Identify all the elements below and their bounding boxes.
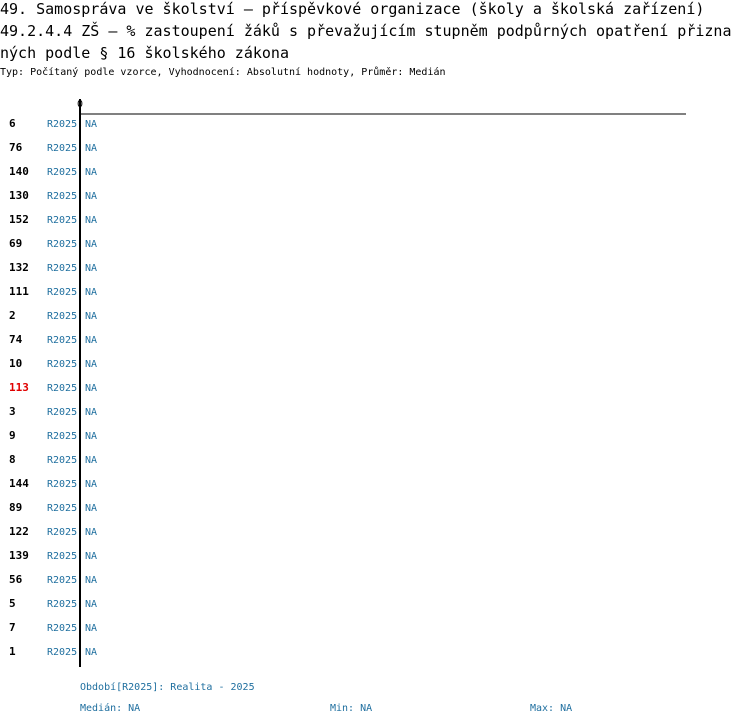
period-code-label: R2025	[47, 119, 78, 130]
period-code-label: R2025	[47, 407, 78, 418]
value-label: NA	[85, 287, 98, 298]
value-label: NA	[85, 647, 98, 658]
category-label: 74	[9, 333, 23, 346]
value-label: NA	[85, 239, 98, 250]
value-label: NA	[85, 455, 98, 466]
value-label: NA	[85, 119, 98, 130]
category-label: 56	[9, 573, 23, 586]
period-code-label: R2025	[47, 311, 78, 322]
chart-title-line-1: 49. Samospráva ve školství – příspěvkové organizace (školy a školská zařízení)	[0, 0, 705, 18]
min-summary: Min: NA	[330, 703, 373, 714]
category-label: 10	[9, 357, 23, 370]
value-label: NA	[85, 503, 98, 514]
chart-title-line-3: ných podle § 16 školského zákona	[0, 44, 289, 62]
period-code-label: R2025	[47, 143, 78, 154]
axis-tick-label: 0	[76, 99, 84, 110]
category-label: 132	[9, 261, 29, 274]
category-label: 89	[9, 501, 23, 514]
category-label: 1	[9, 645, 16, 658]
value-label: NA	[85, 383, 98, 394]
category-label: 113	[9, 381, 29, 394]
period-code-label: R2025	[47, 383, 78, 394]
period-code-label: R2025	[47, 503, 78, 514]
category-label: 140	[9, 165, 29, 178]
period-code-label: R2025	[47, 599, 78, 610]
value-label: NA	[85, 263, 98, 274]
value-label: NA	[85, 623, 98, 634]
max-summary: Max: NA	[530, 703, 573, 714]
value-label: NA	[85, 359, 98, 370]
period-code-label: R2025	[47, 575, 78, 586]
period-code-label: R2025	[47, 215, 78, 226]
category-label: 122	[9, 525, 29, 538]
median-summary: Medián: NA	[80, 703, 141, 714]
value-label: NA	[85, 311, 98, 322]
value-label: NA	[85, 599, 98, 610]
category-label: 76	[9, 141, 23, 154]
category-label: 8	[9, 453, 16, 466]
category-label: 69	[9, 237, 23, 250]
value-label: NA	[85, 479, 98, 490]
value-label: NA	[85, 551, 98, 562]
period-code-label: R2025	[47, 287, 78, 298]
value-label: NA	[85, 575, 98, 586]
category-label: 5	[9, 597, 16, 610]
value-label: NA	[85, 143, 98, 154]
category-label: 6	[9, 117, 16, 130]
category-label: 7	[9, 621, 16, 634]
period-code-label: R2025	[47, 479, 78, 490]
period-code-label: R2025	[47, 191, 78, 202]
category-label: 3	[9, 405, 16, 418]
period-code-label: R2025	[47, 527, 78, 538]
value-label: NA	[85, 431, 98, 442]
period-code-label: R2025	[47, 455, 78, 466]
period-code-label: R2025	[47, 167, 78, 178]
period-code-label: R2025	[47, 335, 78, 346]
value-label: NA	[85, 407, 98, 418]
period-code-label: R2025	[47, 551, 78, 562]
value-label: NA	[85, 335, 98, 346]
chart-title-line-2: 49.2.4.4 ZŠ – % zastoupení žáků s převažujícím stupněm podpůrných opatření přizna	[0, 22, 732, 40]
period-code-label: R2025	[47, 239, 78, 250]
value-label: NA	[85, 191, 98, 202]
category-label: 139	[9, 549, 29, 562]
category-label: 2	[9, 309, 16, 322]
period-code-label: R2025	[47, 431, 78, 442]
category-label: 9	[9, 429, 16, 442]
category-label: 144	[9, 477, 29, 490]
value-label: NA	[85, 215, 98, 226]
value-label: NA	[85, 167, 98, 178]
period-code-label: R2025	[47, 359, 78, 370]
period-code-label: R2025	[47, 263, 78, 274]
period-legend: Období[R2025]: Realita - 2025	[80, 682, 255, 693]
category-label: 130	[9, 189, 29, 202]
period-code-label: R2025	[47, 647, 78, 658]
value-label: NA	[85, 527, 98, 538]
category-label: 111	[9, 285, 29, 298]
period-code-label: R2025	[47, 623, 78, 634]
category-label: 152	[9, 213, 29, 226]
chart-subtitle: Typ: Počítaný podle vzorce, Vyhodnocení: Absolutní hodnoty, Průměr: Medián	[0, 67, 446, 78]
